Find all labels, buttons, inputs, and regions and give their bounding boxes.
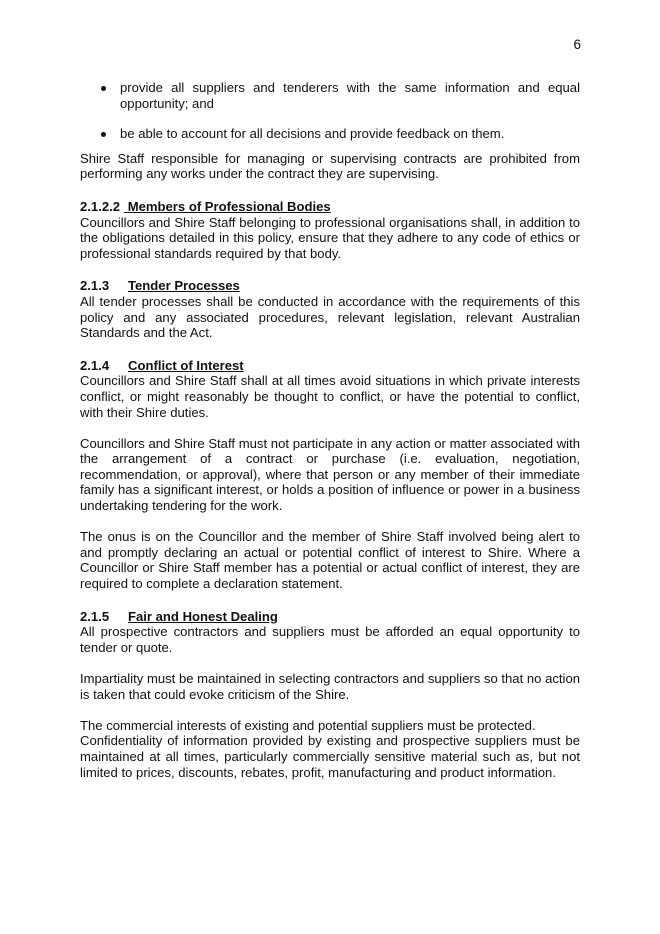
bullet-icon: [101, 86, 106, 91]
paragraph: All prospective contractors and suppliers must be afforded an equal opportunity to tender or quote.: [80, 624, 580, 655]
section-tender-processes: [80, 278, 580, 340]
bullet-list: [80, 80, 580, 142]
intro-paragraph: Shire Staff responsible for managing or supervising contracts are prohibited from performing any works under the contract they are supervising.: [80, 150, 580, 182]
bullet-item: be able to account for all decisions and provide feedback on them.: [80, 126, 580, 142]
section-heading: 2.1.3 Tender Processes: [80, 278, 240, 294]
paragraph: The onus is on the Councillor and the member of Shire Staff involved being alert to and promptly declaring an actual or potential conflict of interest to Shire. Where a Councillor or Shire Staff member has a potential or actual conflict of interest, they are required to complete a declaration statement.: [80, 529, 580, 592]
page-number: 6: [573, 37, 581, 52]
paragraph: Confidentiality of information provided by existing and prospective suppliers must be maintained at all times, particularly commercially sensitive material such as, but not limited to prices, discounts, rebates, profit, manufacturing and product information.: [80, 733, 580, 780]
section-conflict-of-interest: [80, 358, 580, 592]
paragraph: Councillors and Shire Staff shall at all times avoid situations in which private interests conflict, or might reasonably be thought to conflict, or have the potential to conflict, with their Shire duties.: [80, 373, 580, 420]
section-heading: 2.1.5 Fair and Honest Dealing: [80, 608, 278, 624]
bullet-item: provide all suppliers and tenderers with the same information and equal opportunity; and: [80, 80, 580, 111]
bullet-icon: [101, 132, 106, 137]
paragraph: Councillors and Shire Staff belonging to professional organisations shall, in addition to the obligations detailed in this policy, ensure that they adhere to any code of ethics or professional standards required by that body.: [80, 214, 580, 261]
section-fair-and-honest-dealing: [80, 609, 580, 781]
section-members-of-professional-bodies: [80, 199, 580, 261]
section-heading: 2.1.4 Conflict of Interest: [80, 357, 244, 373]
paragraph: Councillors and Shire Staff must not participate in any action or matter associated with the arrangement of a contract or purchase (i.e. evaluation, negotiation, recommendation, or approval), where that person or any member of their immediate family has a significant interest, or holds a position of influence or power in a business undertaking tendering for the work.: [80, 435, 580, 514]
paragraph: The commercial interests of existing and potential suppliers must be protected.: [80, 717, 536, 733]
paragraph: Impartiality must be maintained in selecting contractors and suppliers so that no action is taken that could evoke criticism of the Shire.: [80, 671, 581, 702]
section-heading: 2.1.2.2 Members of Professional Bodies: [80, 198, 331, 214]
page-content: [80, 80, 580, 796]
paragraph: All tender processes shall be conducted in accordance with the requirements of this policy and any associated procedures, relevant legislation, relevant Australian Standards and the Act.: [80, 293, 580, 341]
